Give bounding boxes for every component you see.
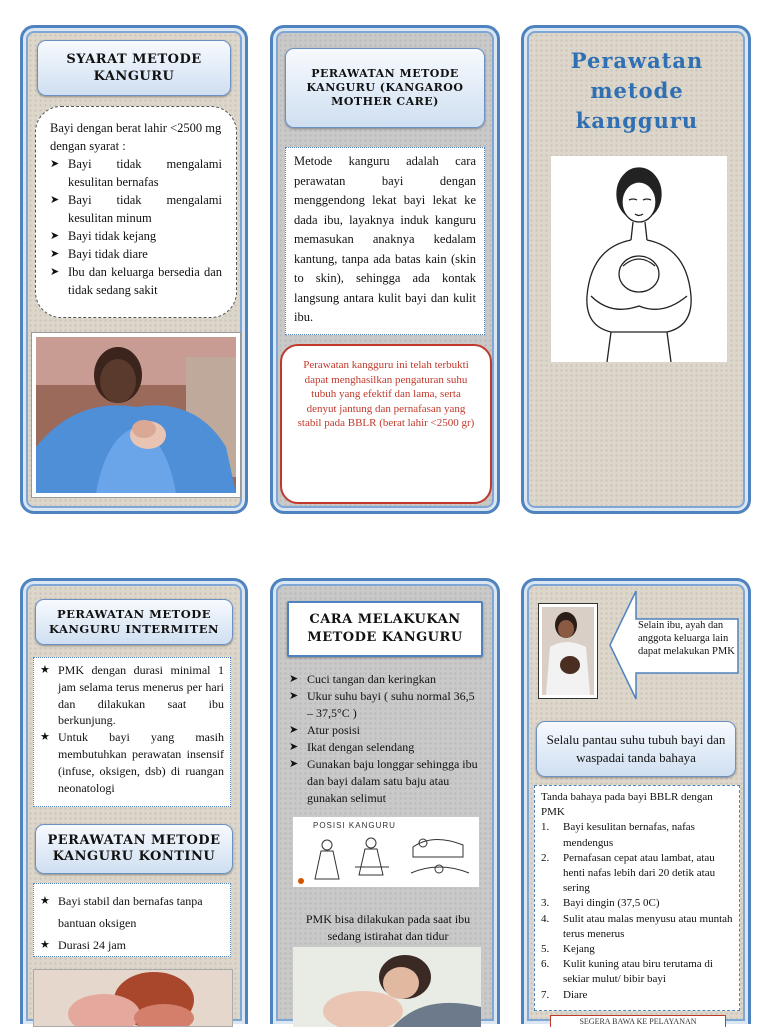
list-item: ➤ Bayi tidak mengalami kesulitan minum [50,191,222,227]
callout-text: Selain ibu, ayah dan anggota keluarga lain dapat melakukan PMK [638,620,735,657]
mother-baby-photo [31,332,241,498]
highlight-box: Perawatan kangguru ini telah terbukti dapat menghasilkan pengaturan suhu tubuh yang efektif dan lama, serta denyut jantung dan pernafasan yang stabil pada BBLR (berat lahir <2500 gr) [280,344,492,504]
breastfeeding-photo [33,969,233,1027]
danger-list [541,820,733,1002]
danger-title: Tanda bahaya pada bayi BBLR dengan PMK [541,791,713,819]
list-item: Bayi dingin (37,5 0C) [563,897,660,910]
list-item: Pernafasan cepat atau lambat, atau henti nafas lebih dari 20 detik atau sering [563,851,716,895]
intermiten-box [33,657,231,807]
intermiten-list [40,662,224,796]
list-item: ★ Bayi stabil dan bernafas tanpa bantuan oksigen [40,890,224,934]
list-item: ➤ Bayi tidak kejang [50,227,222,245]
kontinu-list [40,890,224,956]
steps-list [289,671,483,807]
step-item: ➤ Atur posisi [289,722,483,739]
panel-cara [270,578,500,1024]
definition-box: Metode kanguru adalah cara perawatan bayi dengan menggendong lekat bayi lekat ke dada ibu, layaknya induk kanguru memasukan anaknya kedalam kantung, tanpa ada batas kain (skin to skin), sehingga ada kontak langsung antara kulit bayi dan kulit ibu. [285,147,485,335]
list-item: Kulit kuning atau biru terutama di sekiar mulut/ bibir bayi [563,958,713,986]
cover-title: Perawatan metode kangguru [570,48,704,133]
panel-definisi [270,25,500,514]
panel-syarat [20,25,248,514]
list-item: Bayi kesulitan bernafas, nafas mendengus [563,821,695,849]
list-item: ➤ Bayi tidak mengalami kesulitan bernafas [50,155,222,191]
footer-banner: SEGERA BAWA KE PELAYANAN [550,1015,726,1027]
cara-header: CARA MELAKUKAN METODE KANGURU [287,601,483,657]
step-item: ➤ Ikat dengan selendang [289,739,483,756]
step-item: ➤ Ukur suhu bayi ( suhu normal 36,5 – 37,5°C ) [289,688,483,722]
panel-syarat-header: SYARAT METODE KANGURU [37,40,231,96]
danger-signs-box [534,785,740,1011]
father-baby-photo [538,603,598,699]
kontinu-header: PERAWATAN METODE KANGURU KONTINU [35,824,233,874]
list-item: ➤ Bayi tidak diare [50,245,222,263]
list-item: Kejang [563,943,595,956]
list-item: ★ PMK dengan durasi minimal 1 jam selama terus menerus per hari dan dilakukan saat ibu berkunjung. [40,662,224,729]
list-item: ★ Untuk bayi yang masih membutuhkan perawatan insensif (infuse, oksigen, dsb) di ruangan neonatologi [40,729,224,796]
monitor-banner: Selalu pantau suhu tubuh bayi dan waspadai tanda bahaya [536,721,736,777]
intermiten-header: PERAWATAN METODE KANGURU INTERMITEN [35,599,233,645]
list-item: Sulit atau malas menyusu atau muntah terus menerus [563,912,733,940]
list-item: ★ Durasi 24 jam [40,934,224,956]
panel-cover [521,25,751,514]
requirements-box [35,106,237,318]
list-item: Diare [563,988,588,1001]
requirements-list [50,155,222,299]
requirements-intro: Bayi dengan berat lahir <2500 mg dengan syarat : [50,121,222,153]
callout-arrow [608,589,740,701]
sleeping-mother-photo [293,947,481,1027]
kontinu-box [33,883,231,957]
posisi-kanguru-figure [293,817,479,887]
figure-label: POSISI KANGURU [313,821,396,830]
panel-jenis [20,578,248,1024]
panel-tanda-bahaya [521,578,751,1024]
panel-definisi-header: PERAWATAN METODE KANGURU (KANGAROO MOTHER CARE) [285,48,485,128]
step-item: ➤ Cuci tangan dan keringkan [289,671,483,688]
step-item: ➤ Gunakan baju longgar sehingga ibu dan bayi dalam satu baju atau gunakan selimut [289,756,483,807]
list-item: ➤ Ibu dan keluarga bersedia dan tidak sedang sakit [50,263,222,299]
pmk-note: PMK bisa dilakukan pada saat ibu sedang istirahat dan tidur [305,912,471,943]
kangaroo-care-illustration [551,156,727,362]
